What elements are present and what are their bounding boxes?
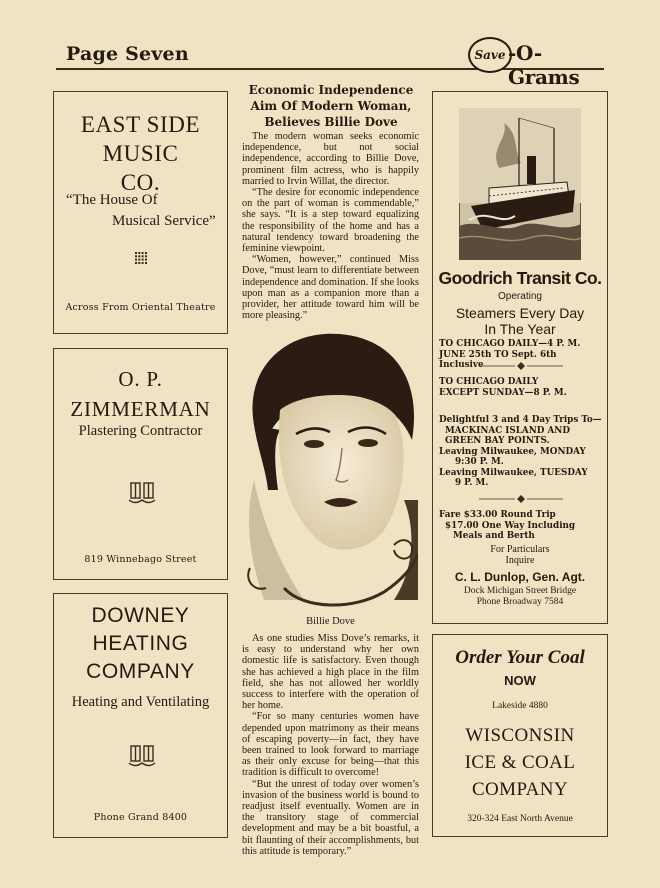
schedule-line: 9 P. M. bbox=[455, 478, 489, 488]
ad-downey-heating bbox=[53, 593, 228, 838]
steamers-tagline bbox=[433, 305, 607, 337]
operating-label: Operating bbox=[498, 291, 542, 302]
dock-info bbox=[433, 586, 607, 608]
ad-title-line: CO. bbox=[120, 170, 161, 195]
dot-grid-ornament bbox=[135, 252, 147, 264]
article-paragraph: “Women, however,” continued Miss Dove, “must learn to differentiate between independence and domination. If she looks upon man as a companion more than a provider, her attitude toward him will be more pleasing.” bbox=[242, 254, 419, 322]
dock-phone: Phone Broadway 7584 bbox=[476, 597, 564, 607]
tagline-line: In The Year bbox=[484, 321, 556, 337]
page-number: Page Seven bbox=[66, 43, 189, 65]
schedule-line: EXCEPT SUNDAY—8 P. M. bbox=[439, 387, 567, 398]
order-headline: Order Your Coal bbox=[455, 647, 585, 668]
steamship-illustration bbox=[459, 108, 581, 260]
schedule-line: Delightful 3 and 4 Day Trips To— bbox=[439, 415, 602, 425]
company-name: Goodrich Transit Co. bbox=[438, 268, 602, 288]
schedule-line: TO CHICAGO DAILY bbox=[439, 377, 539, 387]
schedule-line: Leaving Milwaukee, TUESDAY bbox=[439, 467, 588, 478]
schedule-line: MACKINAC ISLAND AND bbox=[445, 425, 570, 436]
ad-title bbox=[54, 110, 227, 197]
ad-tagline: “The House Of bbox=[66, 192, 158, 208]
article-paragraph: “The desire for economic independence on the part of woman is commendable,” she says. “It is a step toward equalizing the responsibility of the home and has a natural tendency toward broadening the feminine viewpoint. bbox=[242, 187, 419, 255]
fare-line: Meals and Berth bbox=[453, 531, 535, 541]
particulars-line: For Particulars bbox=[490, 544, 550, 555]
ad-subtitle: Heating and Ventilating bbox=[71, 694, 210, 710]
headline-line: Aim Of Modern Woman, bbox=[250, 99, 412, 113]
schedule-line: Leaving Milwaukee, MONDAY bbox=[439, 446, 586, 457]
dock-line: Dock Michigan Street Bridge bbox=[463, 586, 577, 596]
ad-address: 320-324 East North Avenue bbox=[467, 814, 573, 824]
now-label: NOW bbox=[504, 673, 536, 688]
schedule-line: TO CHICAGO DAILY—4 P. M. bbox=[439, 339, 581, 349]
article-paragraph: The modern woman seeks economic independence, but not social independence, according to Billie Dove, prominent film actress, who is happily married to Irvin Willat, the director. bbox=[242, 131, 419, 187]
ad-east-side-music bbox=[53, 91, 228, 334]
ad-title-line: COMPANY bbox=[86, 660, 195, 683]
fare-line: $17.00 One Way Including bbox=[445, 520, 576, 531]
company-name bbox=[433, 722, 607, 803]
ad-goodrich-transit bbox=[432, 91, 608, 624]
ad-title-line: ZIMMERMAN bbox=[70, 397, 211, 421]
particulars-line: Inquire bbox=[505, 555, 535, 566]
ad-wisconsin-ice-coal bbox=[432, 634, 608, 837]
article-headline bbox=[235, 82, 427, 130]
particulars-note bbox=[433, 544, 607, 566]
portrait-caption: Billie Dove bbox=[306, 616, 355, 627]
ad-title bbox=[54, 364, 227, 424]
phone-number: Lakeside 4880 bbox=[492, 701, 548, 711]
ad-tagline: Musical Service” bbox=[112, 213, 216, 229]
fare-info bbox=[439, 510, 603, 542]
schedule-chicago-8pm bbox=[439, 377, 603, 398]
schedule-line: GREEN BAY POINTS. bbox=[445, 436, 550, 446]
schedule-mackinac bbox=[439, 415, 603, 489]
article-paragraph: “For so many centuries women have depended upon matrimony as their means of escaping poverty—in fact, they have been trained to look forward to marriage as their only excuse for being—that this tradition is difficult to overcome! bbox=[242, 711, 419, 779]
diamond-divider bbox=[479, 495, 563, 503]
brand-oval: Save bbox=[468, 37, 512, 73]
article-body-top bbox=[242, 131, 419, 321]
article-paragraph: “But the unrest of today over women’s invasion of the business world is bound to readjust itself eventually. Women are in the transitory stage of commercial development and may be a bit boastful, a bit flaunting of their accomplishments, but this attitude is temporary.” bbox=[242, 778, 419, 857]
company-name-line: ICE & COAL bbox=[464, 752, 576, 773]
article-paragraph: As one studies Miss Dove’s remarks, it is easy to understand why her own domestic life is satisfactory. Even though she has achieved a high place in the film field, she has not allowed her worldly success to interfere with the operation of her home. bbox=[242, 633, 419, 712]
ad-title-line: HEATING bbox=[92, 632, 189, 655]
ad-zimmerman bbox=[53, 348, 228, 580]
book-ornament-icon bbox=[128, 744, 156, 770]
schedule-line: JUNE 25th TO Sept. 6th Inclusive bbox=[439, 349, 557, 370]
ad-location: Across From Oriental Theatre bbox=[65, 302, 216, 313]
headline-line: Believes Billie Dove bbox=[264, 115, 398, 129]
ad-title-line: O. P. bbox=[118, 367, 163, 391]
company-name-line: COMPANY bbox=[471, 779, 569, 800]
ad-title-line: MUSIC bbox=[102, 141, 179, 166]
brand-text: -O-Grams bbox=[508, 41, 580, 89]
billie-dove-portrait bbox=[244, 330, 418, 612]
agent-name: C. L. Dunlop, Gen. Agt. bbox=[454, 570, 586, 584]
article-body-bottom bbox=[242, 633, 419, 857]
fare-line: Fare $33.00 Round Trip bbox=[439, 510, 556, 520]
headline-line: Economic Independence bbox=[248, 83, 414, 97]
ad-title bbox=[54, 602, 227, 686]
diamond-divider bbox=[479, 362, 563, 370]
save-o-grams-logo bbox=[468, 37, 608, 89]
ad-address: 819 Winnebago Street bbox=[84, 554, 197, 565]
company-name-line: WISCONSIN bbox=[465, 725, 575, 746]
book-ornament-icon bbox=[128, 481, 156, 507]
ad-phone: Phone Grand 8400 bbox=[93, 812, 188, 823]
schedule-line: 9:30 P. M. bbox=[455, 457, 504, 467]
ad-title-line: EAST SIDE bbox=[80, 112, 201, 137]
ad-subtitle: Plastering Contractor bbox=[78, 423, 203, 439]
tagline-line: Steamers Every Day bbox=[455, 305, 585, 321]
ad-title-line: DOWNEY bbox=[91, 604, 190, 627]
